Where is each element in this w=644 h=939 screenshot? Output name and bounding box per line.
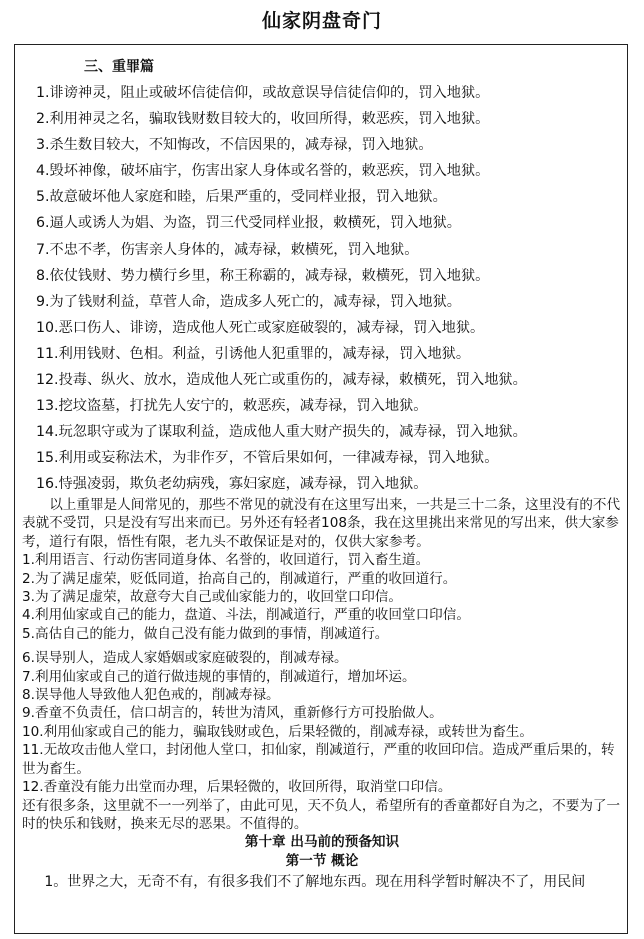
list-item: 16.恃强凌弱，欺负老幼病残，寡妇家庭，减寿禄，罚入地狱。 (36, 476, 428, 493)
list-item: 4.利用仙家或自己的能力，盘道、斗法，削减道行，严重的收回堂口印信。 (22, 607, 470, 624)
list-item: 14.玩忽职守或为了谋取利益，造成他人重大财产损失的，减寿禄，罚入地狱。 (36, 424, 527, 441)
body-text (22, 496, 622, 894)
closing-paragraph: 还有很多条，这里就不一一列举了，由此可见，天不负人，希望所有的香童都好自为之，不要为了一时的快乐和钱财，换来无尽的恶果。不值得的。 (22, 797, 621, 832)
list-item: 5.故意破坏他人家庭和睦，后果严重的，受同样业报，罚入地狱。 (36, 189, 447, 206)
list-item: 6.误导别人，造成人家婚姻或家庭破裂的，削减寿禄。 (22, 650, 348, 667)
list-item: 3.杀生数目较大，不知悔改，不信因果的，减寿禄，罚入地狱。 (36, 137, 433, 154)
lead-paragraph: 1。世界之大，无奇不有，有很多我们不了解地东西。现在用科学暂时解决不了，用民间 (44, 874, 586, 891)
list-item: 11.利用钱财、色相。利益，引诱他人犯重罪的，减寿禄，罚入地狱。 (36, 345, 471, 362)
major-sins-list (36, 80, 626, 498)
list-item: 7.利用仙家或自己的道行做违规的事情的，削减道行，增加坏运。 (22, 668, 416, 685)
list-item: 13.挖坟盗墓，打扰先人安宁的，敕恶疾，减寿禄，罚入地狱。 (36, 398, 428, 415)
list-item: 9.香童不负责任，信口胡言的，转世为清风，重新修行方可投胎做人。 (22, 705, 443, 722)
list-item: 5.高估自己的能力，做自己没有能力做到的事情，削减道行。 (22, 625, 389, 642)
list-item: 12.投毒、纵火、放水，造成他人死亡或重伤的，减寿禄，敕横死，罚入地狱。 (36, 372, 527, 389)
list-item: 11.无故攻击他人堂口，封闭他人堂口，扣仙家，削减道行，严重的收回印信。造成严重后果的，转世为畜生。 (22, 742, 615, 777)
list-item: 15.利用或妄称法术，为非作歹，不管后果如何，一律减寿禄，罚入地狱。 (36, 450, 499, 467)
list-item: 2.利用神灵之名，骗取钱财数目较大的，收回所得，敕恶疾，罚入地狱。 (36, 111, 490, 128)
section-heading: 三、重罪篇 (84, 59, 154, 75)
list-item: 1.诽谤神灵，阻止或破坏信徒信仰，或故意误导信徒信仰的，罚入地狱。 (36, 85, 490, 101)
list-item: 3.为了满足虚荣，故意夸大自己或仙家能力的，收回堂口印信。 (22, 589, 402, 606)
list-item: 8.误导他人导致他人犯色戒的，削减寿禄。 (22, 687, 280, 704)
list-item: 1.利用语言、行动伤害同道身体、名誉的，收回道行，罚入畜生道。 (22, 552, 430, 569)
list-item: 10.利用仙家或自己的能力，骗取钱财或色，后果轻微的，削减寿禄，或转世为畜生。 (22, 723, 533, 740)
list-item: 4.毁坏神像，破坏庙宇，伤害出家人身体或名誉的，敕恶疾，罚入地狱。 (36, 163, 490, 180)
list-item: 9.为了钱财利益，草菅人命，造成多人死亡的，减寿禄，罚入地狱。 (36, 293, 461, 310)
list-item: 10.恶口伤人、诽谤，造成他人死亡或家庭破裂的，减寿禄，罚入地狱。 (36, 319, 485, 336)
list-item: 8.依仗钱财、势力横行乡里，称王称霸的，减寿禄，敕横死，罚入地狱。 (36, 267, 490, 284)
list-item: 12.香童没有能力出堂而办理，后果轻微的，收回所得，取消堂口印信。 (22, 779, 452, 796)
chapter-heading: 第十章 出马前的预备知识 (244, 834, 400, 851)
intro-paragraph: 以上重罪是人间常见的，那些不常见的就没有在这里写出来，一共是三十二条，这里没有的不代表就不受罚，只是没有写出来而已。另外还有轻者108条，我在这里挑出来常见的写出来，供大家参考，道行有限，悟性有限，老九头不敢保证是对的，仅供大家参考。 (22, 497, 621, 550)
list-item: 2.为了满足虚荣，贬低同道，抬高自己的，削减道行，严重的收回道行。 (22, 570, 457, 587)
list-item: 7.不忠不孝，伤害亲人身体的，减寿禄，敕横死，罚入地狱。 (36, 241, 419, 258)
section-title: 第一节 概论 (285, 852, 359, 869)
document-title: 仙家阴盘奇门 (261, 10, 382, 32)
list-item: 6.逼人或诱人为娼、为盗，罚三代受同样业报，敕横死，罚入地狱。 (36, 215, 461, 232)
